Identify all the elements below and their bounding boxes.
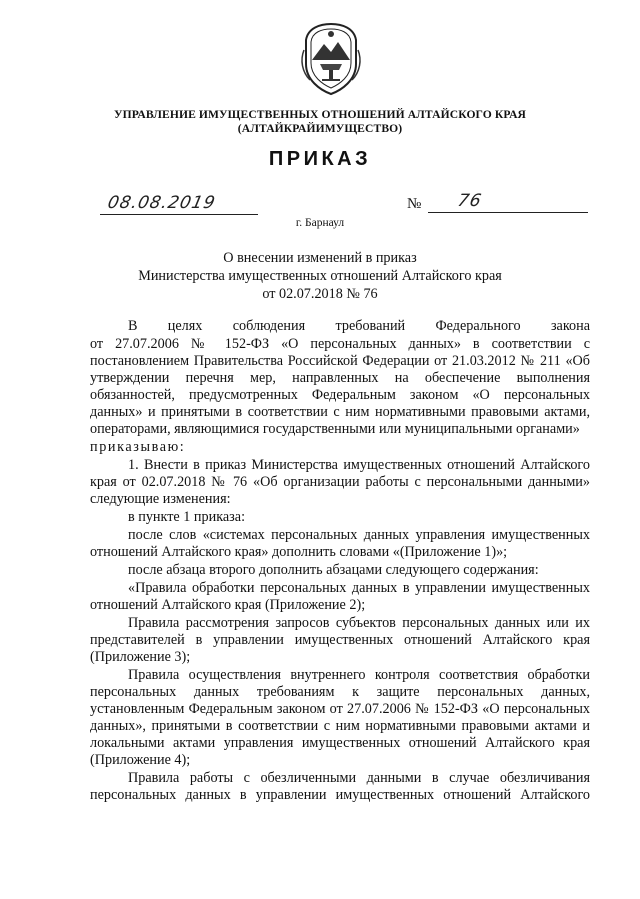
- org-name: УПРАВЛЕНИЕ ИМУЩЕСТВЕННЫХ ОТНОШЕНИЙ АЛТАЙСКОГО КРАЯ: [113, 108, 527, 121]
- preamble-paragraph: от 27.07.2006 № 152-ФЗ «О персональных данных» в соответствии с постановлением Правительства Российской Федерации от 21.03.2012 № 211 «Об утверждении перечня мер, направленных на обеспечение выполнения обязанностей, предусмотренных Федеральным законом «О персональных данных» и принятыми в соответствии с ним нормативными правовыми актами, операторами, являющимися государственными или муниципальными органами»: [90, 336, 590, 437]
- subject-line-3: от 02.07.2018 № 76: [262, 286, 378, 302]
- number-label: №: [407, 196, 422, 212]
- document-body: [90, 318, 590, 805]
- handwritten-date: 08.08.2019: [105, 193, 218, 213]
- rules-5-paragraph: Правила работы с обезличенными данными в случае обезличивания персональных данных в управлении имущественных отношений Алтайского: [90, 770, 590, 803]
- coat-of-arms-icon: [298, 20, 364, 96]
- item-1-sub: в пункте 1 приказа:: [128, 509, 246, 525]
- rules-4-paragraph: Правила осуществления внутреннего контроля соответствия обработки персональных данных требованиям к защите персональных данных, установленным Федеральным законом от 27.07.2006 № 152-ФЗ «О персональных данных», принятыми в соответствии с ним нормативными правовыми актами и локальными актами управления имущественных отношений Алтайского края (Приложение 4);: [90, 667, 590, 768]
- rules-3-paragraph: Правила рассмотрения запросов субъектов персональных данных или их представителей в управлении имущественных отношений Алтайского края (Приложение 3);: [90, 615, 590, 665]
- document-title: ПРИКАЗ: [268, 148, 372, 170]
- item-1: 1. Внести в приказ Министерства имущественных отношений Алтайского края от 02.07.2018 № 76 «Об организации работы с персональными данными» следующие изменения:: [90, 457, 590, 507]
- rules-2-paragraph: «Правила обработки персональных данных в управлении имущественных отношений Алтайского края (Приложение 2);: [90, 580, 590, 613]
- city: г. Барнаул: [295, 217, 345, 229]
- number-underline: [428, 212, 588, 213]
- after-words-paragraph: после слов «системах персональных данных управления имущественных отношений Алтайского края» дополнить словами «(Приложение 1)»;: [90, 527, 590, 560]
- org-short-name: (АЛТАЙКРАЙИМУЩЕСТВО): [237, 122, 403, 135]
- handwritten-number: 76: [455, 191, 484, 211]
- preamble-first-line: В целях соблюдения требований Федерального закона: [128, 318, 590, 334]
- order-word: приказываю:: [90, 439, 186, 455]
- subject-line-1: О внесении изменений в приказ: [223, 250, 417, 266]
- date-underline: [100, 214, 258, 215]
- subject-line-2: Министерства имущественных отношений Алтайского края: [138, 268, 502, 284]
- after-paragraph-two: после абзаца второго дополнить абзацами следующего содержания:: [128, 562, 539, 578]
